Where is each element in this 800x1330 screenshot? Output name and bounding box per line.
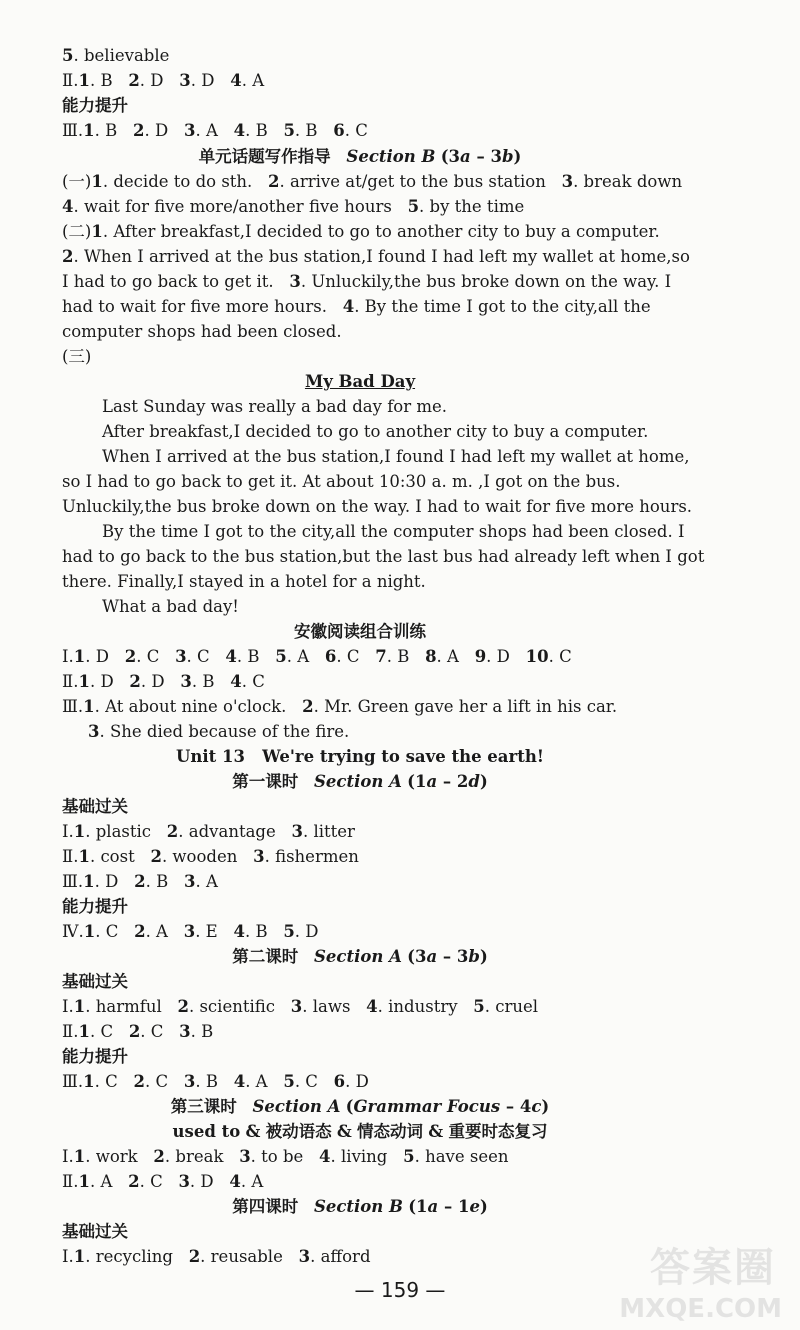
- text-line: Ⅲ.1. D 2. B 3. A: [62, 872, 218, 891]
- text-line: Ⅱ.1. B 2. D 3. D 4. A: [62, 71, 265, 90]
- text-line: Ⅲ.1. At about nine o'clock. 2. Mr. Green gave her a lift in his car.: [62, 697, 618, 716]
- text-line: 基础过关: [62, 797, 128, 816]
- text-line: 能力提升: [62, 897, 128, 916]
- text-line: When I arrived at the bus station,I found I had left my wallet at home,: [102, 447, 690, 466]
- text-line: 能力提升: [62, 96, 128, 115]
- text-line: used to & 被动语态 & 情态动词 & 重要时态复习: [172, 1122, 548, 1141]
- text-line: Ⅳ.1. C 2. A 3. E 4. B 5. D: [62, 922, 319, 941]
- text-line: 能力提升: [62, 1047, 128, 1066]
- text-line: 安徽阅读组合训练: [294, 622, 426, 641]
- text-line: Ⅱ.1. D 2. D 3. B 4. C: [62, 672, 265, 691]
- text-line: After breakfast,I decided to go to another city to buy a computer.: [102, 422, 649, 441]
- text-line: 基础过关: [62, 972, 128, 991]
- text-line: Ⅱ.1. A 2. C 3. D 4. A: [62, 1172, 264, 1191]
- watermark-text: 答案圈: [650, 1245, 776, 1291]
- text-line: 基础过关: [62, 1222, 128, 1241]
- text-line: Unit 13 We're trying to save the earth!: [175, 747, 545, 766]
- text-line: Ⅰ.1. D 2. C 3. C 4. B 5. A 6. C 7. B 8. A 9. D 10. C: [62, 647, 572, 666]
- text-line: I had to go back to get it. 3. Unluckily,the bus broke down on the way. I: [62, 272, 672, 291]
- text-line: 2. When I arrived at the bus station,I found I had left my wallet at home,so: [62, 247, 690, 266]
- text-line: Ⅰ.1. work 2. break 3. to be 4. living 5. have seen: [62, 1147, 509, 1166]
- text-line: Last Sunday was really a bad day for me.: [102, 397, 448, 416]
- text-line: What a bad day!: [102, 597, 239, 616]
- text-line: Ⅲ.1. B 2. D 3. A 4. B 5. B 6. C: [62, 121, 368, 140]
- text-line: 第二课时 Section A (3a – 3b): [232, 947, 488, 966]
- text-line: Ⅰ.1. recycling 2. reusable 3. afford: [62, 1247, 371, 1266]
- text-line: Ⅱ.1. cost 2. wooden 3. fishermen: [62, 847, 359, 866]
- text-line: 单元话题写作指导 Section B (3a – 3b): [198, 147, 522, 166]
- text-line: 4. wait for five more/another five hours 5. by the time: [62, 197, 525, 216]
- text-line: had to wait for five more hours. 4. By the time I got to the city,all the: [62, 297, 651, 316]
- text-line: (一)1. decide to do sth. 2. arrive at/get to the bus station 3. break down: [62, 172, 683, 191]
- text-line: 5. believable: [62, 46, 170, 65]
- watermark-logo: [596, 1234, 786, 1326]
- text-line: By the time I got to the city,all the computer shops had been closed. I: [102, 522, 685, 541]
- text-line: had to go back to the bus station,but the last bus had already left when I got: [62, 547, 705, 566]
- text-line: (二)1. After breakfast,I decided to go to another city to buy a computer.: [62, 222, 660, 241]
- text-line: 第三课时 Section A (Grammar Focus – 4c): [170, 1097, 550, 1116]
- text-line: Ⅰ.1. harmful 2. scientific 3. laws 4. industry 5. cruel: [62, 997, 539, 1016]
- text-line: Ⅱ.1. C 2. C 3. B: [62, 1022, 214, 1041]
- text-line: 第一课时 Section A (1a – 2d): [232, 772, 488, 791]
- text-line: there. Finally,I stayed in a hotel for a night.: [62, 572, 426, 591]
- text-line: My Bad Day: [304, 372, 416, 391]
- watermark-domain: MXQE.COM: [619, 1294, 782, 1324]
- text-line: Ⅲ.1. C 2. C 3. B 4. A 5. C 6. D: [62, 1072, 369, 1091]
- text-line: (三): [62, 347, 92, 366]
- text-line: computer shops had been closed.: [62, 322, 342, 341]
- text-line: Unluckily,the bus broke down on the way. I had to wait for five more hours.: [62, 497, 693, 516]
- text-line: 第四课时 Section B (1a – 1e): [232, 1197, 488, 1216]
- text-line: Ⅰ.1. plastic 2. advantage 3. litter: [62, 822, 355, 841]
- text-line: so I had to go back to get it. At about 10:30 a. m. ,I got on the bus.: [62, 472, 621, 491]
- page-number: — 159 —: [354, 1278, 446, 1302]
- text-line: 3. She died because of the fire.: [88, 722, 350, 741]
